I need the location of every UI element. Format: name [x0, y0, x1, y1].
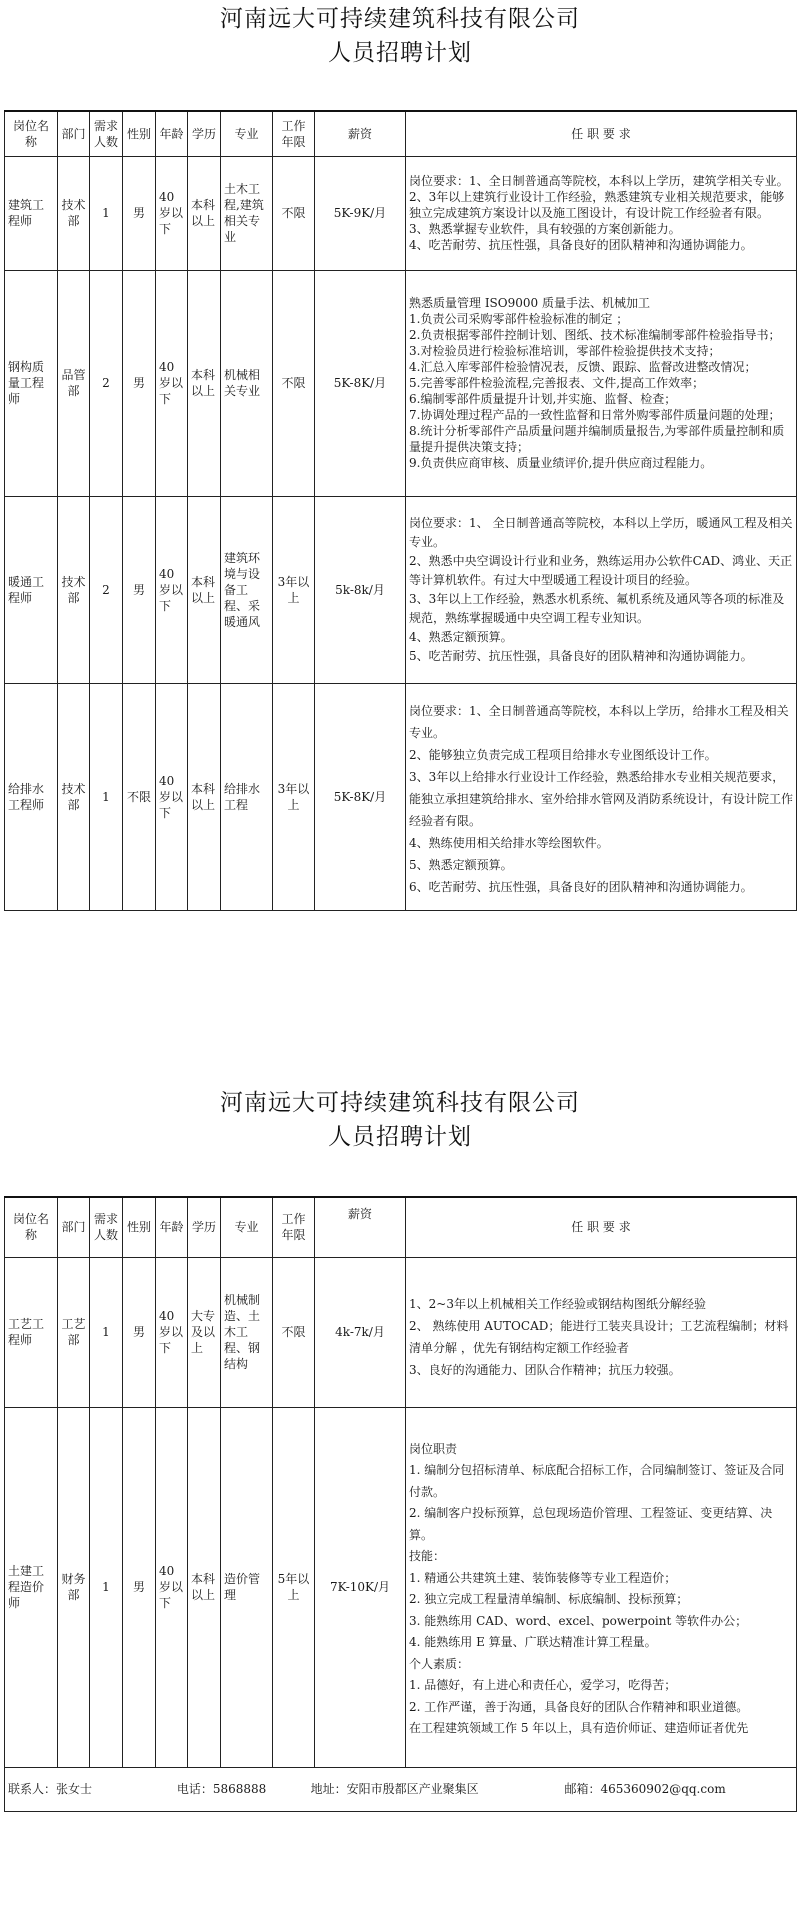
cell-requirements [406, 1257, 797, 1407]
requirement-line: 8.统计分析零部件产品质量问题并编制质量报告,为零部件质量控制和质量提升提供决策支持； [409, 424, 785, 454]
header-age: 年龄 [156, 1197, 188, 1257]
requirement-line: 2、熟悉中央空调设计行业和业务，熟练运用办公软件CAD、鸿业、天正等计算机软件。有过大中型暖通工程设计项目的经验。 [409, 553, 793, 587]
plan-subtitle: 人员招聘计划 [328, 40, 472, 66]
header-gender: 性别 [123, 1197, 156, 1257]
plan-subtitle: 人员招聘计划 [328, 1124, 472, 1150]
contact-row [5, 1767, 797, 1811]
cell-position: 给排水工程师 [5, 683, 58, 910]
cell-years: 不限 [273, 270, 315, 496]
requirement-line: 6.编制零部件质量提升计划,并实施、监督、检查； [409, 392, 677, 406]
company-title: 河南远大可持续建筑科技有限公司 [220, 1090, 580, 1116]
cell-dept: 技术部 [58, 156, 90, 270]
requirement-line: 岗位要求：1、全日制普通高等院校，本科以上学历，建筑学相关专业。 [409, 174, 789, 188]
cell-position: 建筑工程师 [5, 156, 58, 270]
cell-dept: 品管部 [58, 270, 90, 496]
requirement-line: 5、熟悉定额预算。 [409, 857, 513, 872]
requirement-line: 2. 独立完成工程量清单编制、标底编制、投标预算； [409, 1592, 689, 1606]
table-row [5, 496, 797, 683]
requirement-line: 2. 编制客户投标预算，总包现场造价管理、工程签证、变更结算、决算。 [409, 1506, 773, 1542]
cell-years: 3年以上 [273, 496, 315, 683]
table-header-row [5, 111, 797, 156]
cell-years: 不限 [273, 1257, 315, 1407]
requirement-line: 个人素质： [409, 1656, 470, 1671]
requirement-line: 4、吃苦耐劳、抗压性强，具备良好的团队精神和沟通协调能力。 [409, 238, 753, 252]
header-years: 工作年限 [273, 111, 315, 156]
header-position: 岗位名称 [5, 111, 58, 156]
requirement-line: 在工程建筑领域工作 5 年以上，具有造价师证、建造师证者优先 [409, 1721, 749, 1735]
cell-age: 40 岁以下 [156, 1257, 188, 1407]
cell-gender: 男 [123, 1407, 156, 1767]
cell-gender: 男 [123, 496, 156, 683]
cell-gender: 男 [123, 1257, 156, 1407]
recruitment-table-2 [4, 1196, 797, 1812]
requirement-line: 3、熟悉掌握专业软件，具有较强的方案创新能力。 [409, 222, 681, 236]
contact-phone: 电话：5868888 [176, 1782, 267, 1796]
table-row [5, 683, 797, 910]
requirement-line: 5.完善零部件检验流程,完善报表、文件,提高工作效率； [409, 376, 705, 390]
table-row [5, 270, 797, 496]
header-salary: 薪资 [315, 1197, 406, 1257]
cell-dept: 技术部 [58, 683, 90, 910]
cell-count: 1 [90, 1257, 123, 1407]
cell-major: 给排水工程 [221, 683, 273, 910]
cell-salary: 5K-9K/月 [315, 156, 406, 270]
company-title: 河南远大可持续建筑科技有限公司 [220, 6, 580, 32]
cell-count: 1 [90, 683, 123, 910]
requirement-line: 6、吃苦耐劳、抗压性强，具备良好的团队精神和沟通协调能力。 [409, 879, 753, 894]
cell-years: 5年以上 [273, 1407, 315, 1767]
cell-requirements [406, 683, 797, 910]
requirement-line: 1. 精通公共建筑土建、装饰装修等专业工程造价； [409, 1570, 677, 1585]
cell-count: 1 [90, 1407, 123, 1767]
requirement-line: 2、 熟练使用 AUTOCAD；能进行工装夹具设计；工艺流程编制；材料清单分解 ，优先有钢结构定额工作经验者 [409, 1319, 789, 1355]
cell-gender: 男 [123, 156, 156, 270]
table-row [5, 1407, 797, 1767]
cell-age: 40 岁以下 [156, 683, 188, 910]
header-age: 年龄 [156, 111, 188, 156]
header-dept: 部门 [58, 1197, 90, 1257]
header-edu: 学历 [188, 1197, 221, 1257]
header-dept: 部门 [58, 111, 90, 156]
requirement-line: 3、3年以上工作经验，熟悉水机系统、氟机系统及通风等各项的标准及规范，熟练掌握暖通中央空调工程专业知识。 [409, 591, 785, 625]
cell-dept: 工艺部 [58, 1257, 90, 1407]
header-count: 需求人数 [90, 1197, 123, 1257]
requirement-line: 1. 品德好，有上进心和责任心，爱学习，吃得苦； [409, 1678, 677, 1692]
cell-position: 工艺工程师 [5, 1257, 58, 1407]
requirement-line: 4、熟练使用相关给排水等绘图软件。 [409, 835, 609, 850]
requirement-line: 技能： [409, 1549, 446, 1563]
header-requirements: 任 职 要 求 [406, 111, 797, 156]
requirement-line: 4. 能熟练用 E 算量、广联达精准计算工程量。 [409, 1635, 657, 1649]
cell-age: 40 岁以下 [156, 496, 188, 683]
cell-salary: 7K-10K/月 [315, 1407, 406, 1767]
requirement-line: 熟悉质量管理 ISO9000 质量手法、机械加工 [409, 296, 650, 310]
header-gender: 性别 [123, 111, 156, 156]
header-major: 专业 [221, 111, 273, 156]
contact-email: 邮箱：465360902@qq.com [564, 1782, 726, 1796]
cell-edu: 本科以上 [188, 496, 221, 683]
cell-age: 40 岁以下 [156, 156, 188, 270]
header-requirements: 任 职 要 求 [406, 1197, 797, 1257]
cell-position: 土建工程造价师 [5, 1407, 58, 1767]
header-edu: 学历 [188, 111, 221, 156]
cell-major: 建筑环境与设备工程、采暖通风 [221, 496, 273, 683]
cell-edu: 本科以上 [188, 270, 221, 496]
requirement-line: 1.负责公司采购零部件检验标准的制定 ； [409, 312, 629, 326]
requirement-line: 5、吃苦耐劳、抗压性强，具备良好的团队精神和沟通协调能力。 [409, 648, 753, 663]
cell-gender: 不限 [123, 683, 156, 910]
cell-gender: 男 [123, 270, 156, 496]
requirement-line: 岗位要求：1、 全日制普通高等院校，本科以上学历，暖通风工程及相关专业。 [409, 515, 793, 549]
cell-edu: 本科以上 [188, 683, 221, 910]
cell-edu: 本科以上 [188, 156, 221, 270]
requirement-line: 9.负责供应商审核、质量业绩评价,提升供应商过程能力。 [409, 456, 713, 470]
cell-major: 机械相关专业 [221, 270, 273, 496]
cell-years: 不限 [273, 156, 315, 270]
requirement-line: 4.汇总入库零部件检验情况表，反馈、跟踪、监督改进整改情况； [409, 360, 757, 374]
requirement-line: 7.协调处理过程产品的一致性监督和日常外购零部件质量问题的处理； [409, 408, 781, 422]
header-salary: 薪资 [315, 111, 406, 156]
requirement-line: 2.负责根据零部件控制计划、图纸、技术标准编制零部件检验指导书； [409, 328, 781, 342]
cell-edu: 本科以上 [188, 1407, 221, 1767]
cell-requirements [406, 496, 797, 683]
requirement-line: 岗位职责 [409, 1441, 458, 1456]
cell-years: 3年以上 [273, 683, 315, 910]
requirement-line: 1、2~3年以上机械相关工作经验或钢结构图纸分解经验 [409, 1297, 706, 1311]
table-row [5, 1257, 797, 1407]
requirement-line: 2. 工作严谨，善于沟通，具备良好的团队合作精神和职业道德。 [409, 1699, 749, 1714]
table-header-row [5, 1197, 797, 1257]
cell-count: 1 [90, 156, 123, 270]
cell-salary: 5K-8K/月 [315, 270, 406, 496]
cell-dept: 技术部 [58, 496, 90, 683]
header-position: 岗位名称 [5, 1197, 58, 1257]
requirement-line: 岗位要求：1、全日制普通高等院校，本科以上学历，给排水工程及相关专业。 [409, 703, 789, 740]
recruitment-table-1 [4, 110, 797, 911]
cell-salary: 5k-8k/月 [315, 496, 406, 683]
cell-position: 暖通工程师 [5, 496, 58, 683]
table-row [5, 156, 797, 270]
header-count: 需求人数 [90, 111, 123, 156]
requirement-line: 3、3年以上给排水行业设计工作经验，熟悉给排水专业相关规范要求，能独立承担建筑给排水、室外给排水管网及消防系统设计，有设计院工作经验者有限。 [409, 769, 794, 828]
header-years: 工作年限 [273, 1197, 315, 1257]
contact-address: 地址：安阳市殷都区产业聚集区 [310, 1782, 479, 1796]
cell-salary: 4k-7k/月 [315, 1257, 406, 1407]
requirement-line: 2、能够独立负责完成工程项目给排水专业图纸设计工作。 [409, 747, 717, 762]
cell-salary: 5K-8K/月 [315, 683, 406, 910]
cell-major: 土木工程,建筑相关专业 [221, 156, 273, 270]
requirement-line: 3.对检验员进行检验标准培训，零部件检验提供技术支持； [409, 344, 721, 358]
cell-requirements [406, 270, 797, 496]
contact-cell [5, 1767, 797, 1811]
cell-count: 2 [90, 270, 123, 496]
requirement-line: 2、3年以上建筑行业设计工作经验，熟悉建筑专业相关规范要求，能够独立完成建筑方案设计以及施工图设计，有设计院工作经验者有限。 [409, 190, 785, 220]
cell-major: 造价管理 [221, 1407, 273, 1767]
cell-requirements [406, 156, 797, 270]
requirement-line: 3. 能熟练用 CAD、word、excel、powerpoint 等软件办公； [409, 1613, 748, 1628]
requirement-line: 3、良好的沟通能力、团队合作精神；抗压力较强。 [409, 1363, 681, 1377]
cell-major: 机械制造、土木工程、钢结构 [221, 1257, 273, 1407]
cell-age: 40 岁以下 [156, 1407, 188, 1767]
cell-edu: 大专及以上 [188, 1257, 221, 1407]
heading-block-2 [0, 1086, 800, 1154]
header-major: 专业 [221, 1197, 273, 1257]
cell-requirements [406, 1407, 797, 1767]
heading-block-1 [0, 2, 800, 70]
cell-position: 钢构质量工程师 [5, 270, 58, 496]
cell-age: 40 岁以下 [156, 270, 188, 496]
contact-person: 联系人：张女士 [8, 1782, 93, 1796]
cell-dept: 财务部 [58, 1407, 90, 1767]
requirement-line: 4、熟悉定额预算。 [409, 629, 513, 644]
requirement-line: 1. 编制分包招标清单、标底配合招标工作，合同编制签订、签证及合同付款。 [409, 1463, 785, 1499]
cell-count: 2 [90, 496, 123, 683]
